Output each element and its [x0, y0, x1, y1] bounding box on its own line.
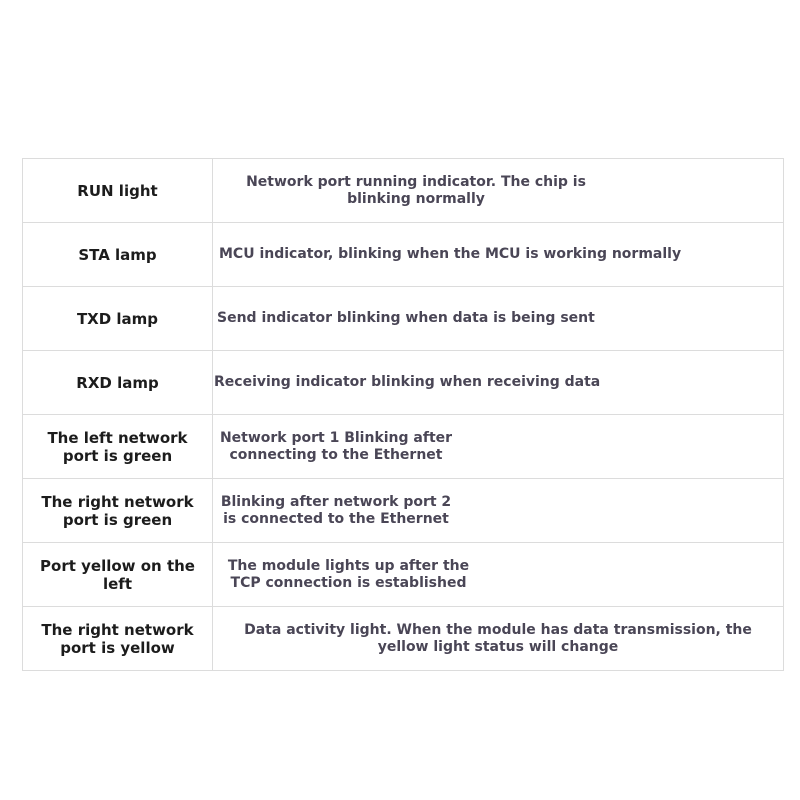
indicator-table: [22, 158, 784, 671]
indicator-description: Network port 1 Blinking after connecting to the Ethernet: [219, 429, 453, 463]
indicator-description-cell: [213, 415, 784, 479]
indicator-name-cell: [23, 351, 213, 415]
indicator-description: Send indicator blinking when data is being sent: [217, 310, 595, 327]
indicator-description-cell: [213, 607, 784, 671]
table-row: [23, 543, 784, 607]
indicator-name-cell: [23, 607, 213, 671]
indicator-name: The right network port is green: [41, 492, 194, 529]
indicator-name: RXD lamp: [76, 373, 159, 392]
indicator-name: TXD lamp: [76, 309, 159, 328]
indicator-description: MCU indicator, blinking when the MCU is working normally: [219, 246, 682, 263]
indicator-description-cell: [213, 351, 784, 415]
table-row: [23, 223, 784, 287]
indicator-name: The right network port is yellow: [41, 620, 194, 657]
table-row: [23, 159, 784, 223]
indicator-description: The module lights up after the TCP connection is established: [227, 557, 470, 591]
table-row: [23, 479, 784, 543]
indicator-name-cell: [23, 287, 213, 351]
indicator-name-cell: [23, 415, 213, 479]
indicator-description: Network port running indicator. The chip is blinking normally: [246, 173, 586, 207]
indicator-description-cell: [213, 159, 784, 223]
indicator-name-cell: [23, 479, 213, 543]
indicator-description: Data activity light. When the module has data transmission, the yellow light status will change: [244, 621, 752, 655]
indicator-description-cell: [213, 223, 784, 287]
indicator-name-cell: [23, 159, 213, 223]
indicator-name: Port yellow on the left: [40, 556, 195, 593]
table-row: [23, 351, 784, 415]
indicator-name: RUN light: [77, 181, 158, 200]
indicator-name-cell: [23, 543, 213, 607]
indicator-description-cell: [213, 287, 784, 351]
indicator-name: STA lamp: [78, 245, 157, 264]
indicator-description: Blinking after network port 2 is connected to the Ethernet: [220, 493, 452, 527]
indicator-description-cell: [213, 479, 784, 543]
indicator-name: The left network port is green: [47, 428, 188, 465]
table-row: [23, 607, 784, 671]
table-row: [23, 287, 784, 351]
table-row: [23, 415, 784, 479]
indicator-description-cell: [213, 543, 784, 607]
indicator-name-cell: [23, 223, 213, 287]
indicator-description: Receiving indicator blinking when receiving data: [214, 374, 601, 391]
